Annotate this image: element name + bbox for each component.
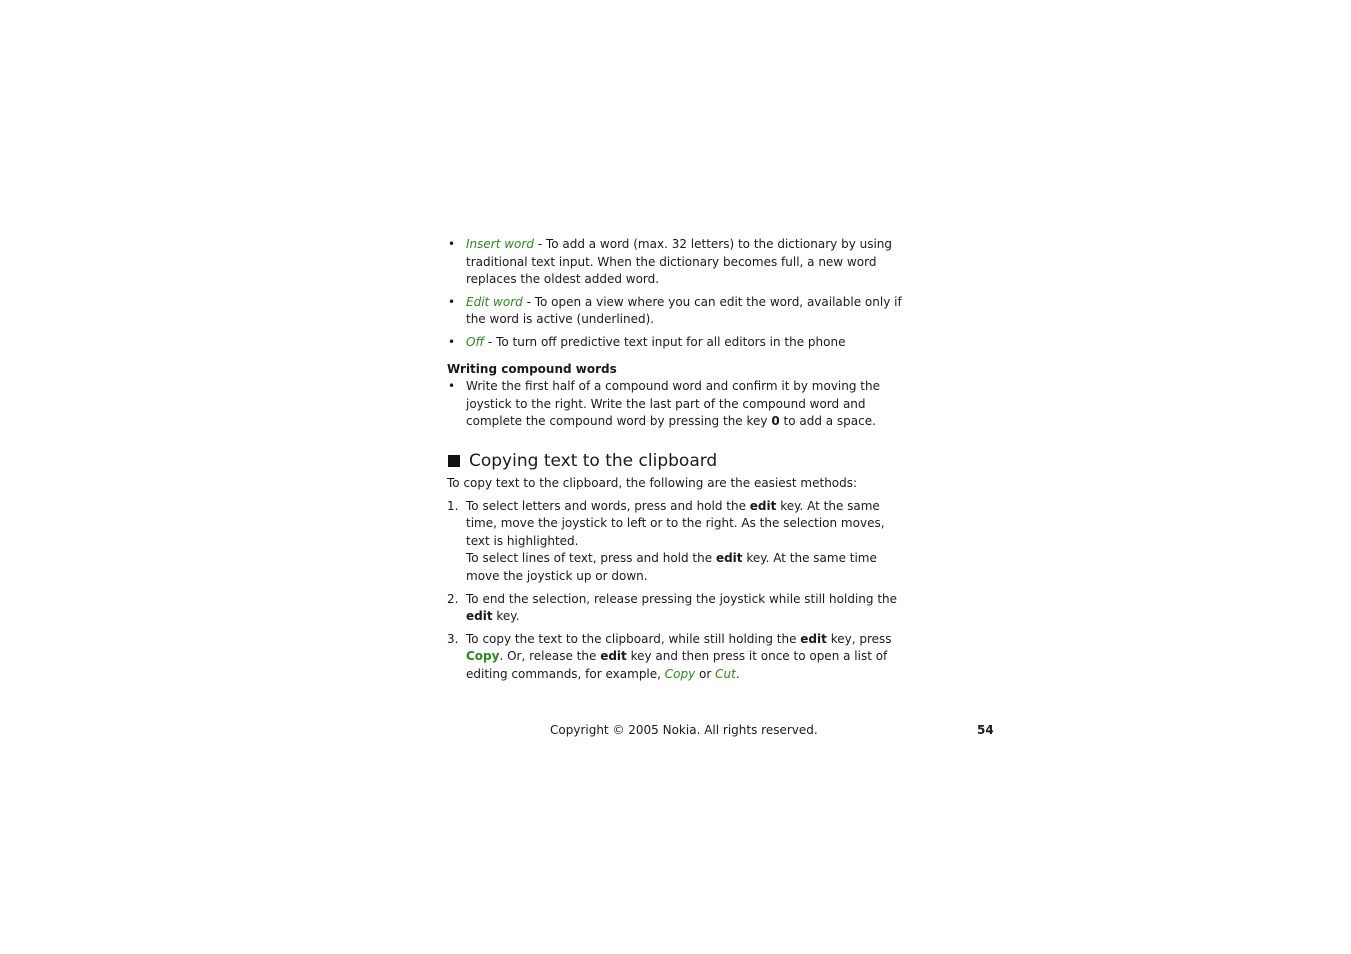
step-text: key, press [826, 631, 892, 646]
item-text: - To open a view where you can edit the word, available only if the word is active (underlined). [466, 294, 902, 327]
step-item [447, 591, 902, 626]
step-text: . Or, release the [499, 649, 601, 664]
item-text: - To add a word (max. 32 letters) to the dictionary by using traditional text input. When the dictionary becomes full, a new word replaces the oldest added word. [466, 237, 893, 287]
step-number: 2. [447, 591, 459, 606]
steps-list [447, 498, 902, 684]
item-text: Write the first half of a compound word and confirm it by moving the joystick to the right. Write the last part of the compound word and complete the compound word by pressing the key [466, 379, 880, 429]
step-number: 3. [447, 631, 459, 646]
section-title-text: Copying text to the clipboard [469, 450, 718, 471]
step-text: To end the selection, release pressing the joystick while still holding the [466, 591, 898, 606]
step-item [447, 498, 902, 586]
subsection-heading: Writing compound words [447, 361, 617, 376]
bullet-icon: • [448, 334, 456, 349]
bullet-icon: • [448, 379, 456, 394]
copyright-notice: Copyright © 2005 Nokia. All rights reserved. [550, 723, 818, 737]
options-list [447, 236, 902, 352]
section-title [447, 450, 902, 472]
key-name: edit [600, 649, 627, 664]
step-item [447, 631, 902, 684]
command-name: Cut [715, 666, 736, 681]
step-text: or [695, 666, 716, 681]
step-text: To copy the text to the clipboard, while still holding the [466, 631, 801, 646]
item-text: - To turn off predictive text input for all editors in the phone [484, 334, 846, 349]
step-text: key. At the same time move the joystick up or down. [466, 551, 877, 583]
step-text: key. At the same time, move the joystick to left or to the right. As the selection moves, text is highlighted. [466, 498, 885, 548]
step-number: 1. [447, 498, 459, 513]
list-item [447, 236, 902, 289]
step-text: key. [492, 609, 520, 624]
command-name: Copy [664, 666, 696, 681]
section-intro: To copy text to the clipboard, the following are the easiest methods: [447, 475, 858, 490]
page-content [447, 236, 902, 688]
step-text: To select letters and words, press and hold the [466, 498, 750, 513]
key-name: edit [800, 631, 827, 646]
key-name: 0 [771, 414, 780, 429]
square-bullet-icon [448, 455, 460, 467]
menu-term: Off [466, 334, 485, 349]
bullet-icon: • [448, 237, 456, 251]
step-text: . [735, 666, 740, 681]
step-text: To select lines of text, press and hold the [466, 551, 716, 566]
list-item [447, 294, 902, 329]
page-number: 54 [977, 723, 994, 737]
menu-term: Edit word [466, 294, 523, 309]
bullet-icon: • [448, 294, 456, 309]
step-text: key and then press it once to open a list of editing commands, for example, [466, 649, 888, 681]
command-name: Copy [466, 649, 500, 664]
compound-list [447, 378, 902, 431]
list-item [447, 334, 902, 352]
item-text: to add a space. [779, 414, 876, 429]
key-name: edit [749, 498, 777, 513]
key-name: edit [466, 609, 493, 624]
menu-term: Insert word [466, 237, 534, 251]
list-item [447, 378, 902, 431]
key-name: edit [715, 551, 743, 566]
